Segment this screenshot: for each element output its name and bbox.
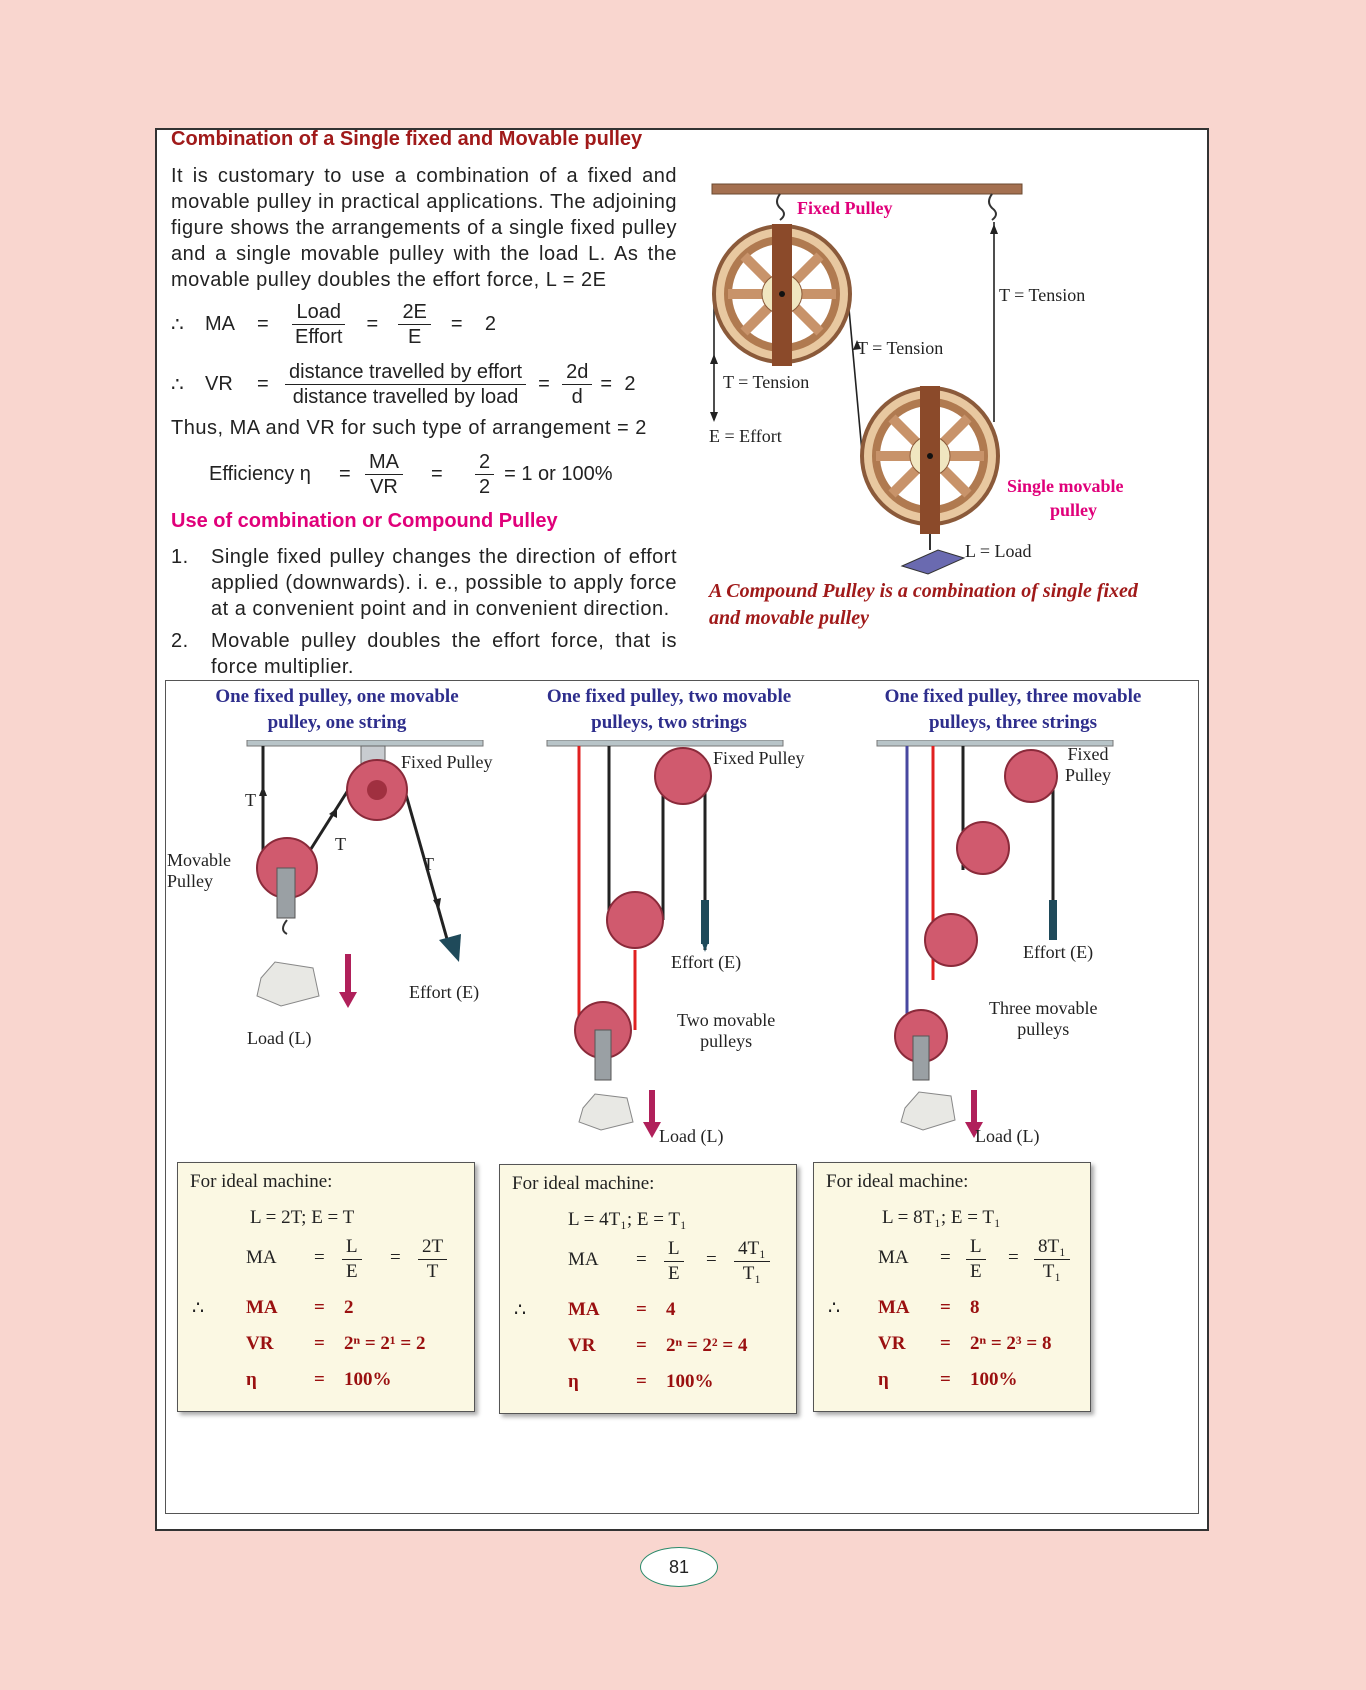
list-item: 2. Movable pulley doubles the effort force, that is force multiplier.	[171, 630, 677, 678]
figure-caption: A Compound Pulley is a combination of single fixed and movable pulley	[709, 580, 1138, 629]
efficiency-equation: Efficiency η = $\frac{MA}{VR}$ = $\frac{2}{2}$ = 1 or 100%	[209, 451, 613, 498]
hook-icon	[989, 194, 996, 220]
page-number: 81	[640, 1547, 718, 1587]
movable-pulley-wheel	[925, 914, 977, 966]
list-item: 1. Single fixed pulley changes the direction of effort applied (downwards). i. e., possible to apply force at a convenient point and in convenient direction.	[171, 546, 677, 620]
panel3-title: One fixed pulley, three movable pulleys, three strings	[884, 686, 1142, 733]
movable-pulley-wheel	[957, 822, 1009, 874]
list	[171, 544, 677, 680]
panel1-title: One fixed pulley, one movable pulley, one string	[215, 686, 459, 733]
panel3-ideal-box: For ideal machine: L = 8T₁; E = T₁ MA = $\frac{L}{E}$ = $\frac{\text{8T₁}}{\text{T₁}}$ ∴ MA = 8 VR = 2ⁿ = 2³ = 8 η = 100%	[813, 1162, 1091, 1412]
load-label: Load (L)	[659, 1126, 724, 1146]
ma-equation: ∴ MA = $\frac{\text{Load}}{\text{Effort}}$ = $\frac{2E}{E}$ = 2	[171, 301, 497, 348]
thus-line: Thus, MA and VR for such type of arrangement = 2	[171, 417, 647, 439]
compound-heading: Use of combination or Compound Pulley	[171, 510, 558, 532]
effort-label: Effort (E)	[671, 952, 742, 972]
fixed-pulley-label: Fixed Pulley	[713, 748, 805, 768]
panel2-diagram	[537, 740, 857, 1140]
fixed-pulley-label: Fixed Pulley	[1065, 744, 1112, 785]
movable-label-line2: pulley	[1050, 500, 1098, 520]
load-block	[902, 550, 964, 574]
effort-label: E = Effort	[709, 426, 782, 446]
panel2-title: One fixed pulley, two movable pulleys, two strings	[546, 686, 792, 733]
effort-label: Effort (E)	[409, 982, 480, 1002]
movable-pulley-wheel	[862, 386, 998, 534]
section-heading: Combination of a Single fixed and Movable pulley	[171, 128, 643, 150]
tension-label: T = Tension	[999, 285, 1086, 305]
page	[155, 128, 1209, 1531]
vr-equation: ∴ VR = $\frac{\text{distance travelled by effort}}{\text{distance travelled by load}}$ = $\frac{2d}{d}$ = 2	[171, 361, 636, 408]
movable-pulley-label: Movable Pulley	[167, 850, 231, 891]
tension-label: T	[335, 834, 346, 854]
fixed-pulley-label: Fixed Pulley	[797, 198, 893, 218]
fixed-pulley-wheel	[1005, 750, 1057, 802]
effort-label: Effort (E)	[1023, 942, 1094, 962]
load-label: Load (L)	[975, 1126, 1040, 1146]
load-label: L = Load	[965, 541, 1032, 561]
three-movable-label: Three movable pulleys	[989, 998, 1098, 1039]
fixed-pulley-wheel	[655, 748, 711, 804]
load-rock	[901, 1092, 955, 1130]
fixed-pulley-wheel	[714, 224, 850, 366]
load-rock	[579, 1094, 633, 1130]
panel1-ideal-box: For ideal machine: L = 2T; E = T MA = $\frac{L}{E}$ = $\frac{2T}{T}$ ∴ MA = 2 VR = 2ⁿ = 2¹ = 2 η = 100%	[177, 1162, 475, 1412]
ceiling-beam	[712, 184, 1022, 194]
tension-label: T	[423, 854, 434, 874]
intro-paragraph: It is customary to use a combination of a fixed and movable pulley in practical applications. The adjoining figure shows the arrangements of a single fixed pulley and a single movable pulley with the load L. As the movable pulley doubles the effort force, L = 2E	[171, 165, 677, 291]
tension-label: T	[245, 790, 256, 810]
fixed-pulley-label: Fixed Pulley	[401, 752, 493, 772]
load-rock	[257, 962, 319, 1006]
movable-label-line1: Single movable	[1007, 476, 1124, 496]
panel3-diagram	[867, 740, 1197, 1140]
two-movable-label: Two movable pulleys	[677, 1010, 776, 1051]
tension-label: T = Tension	[723, 372, 810, 392]
panel2-ideal-box: For ideal machine: L = 4T₁; E = T₁ MA = $\frac{L}{E}$ = $\frac{\text{4T₁}}{\text{T₁}}$ ∴ MA = 4 VR = 2ⁿ = 2² = 4 η = 100%	[499, 1164, 797, 1414]
movable-pulley-wheel	[607, 892, 663, 948]
load-label: Load (L)	[247, 1028, 312, 1048]
hook-icon	[777, 194, 784, 220]
tension-label: T = Tension	[857, 338, 944, 358]
